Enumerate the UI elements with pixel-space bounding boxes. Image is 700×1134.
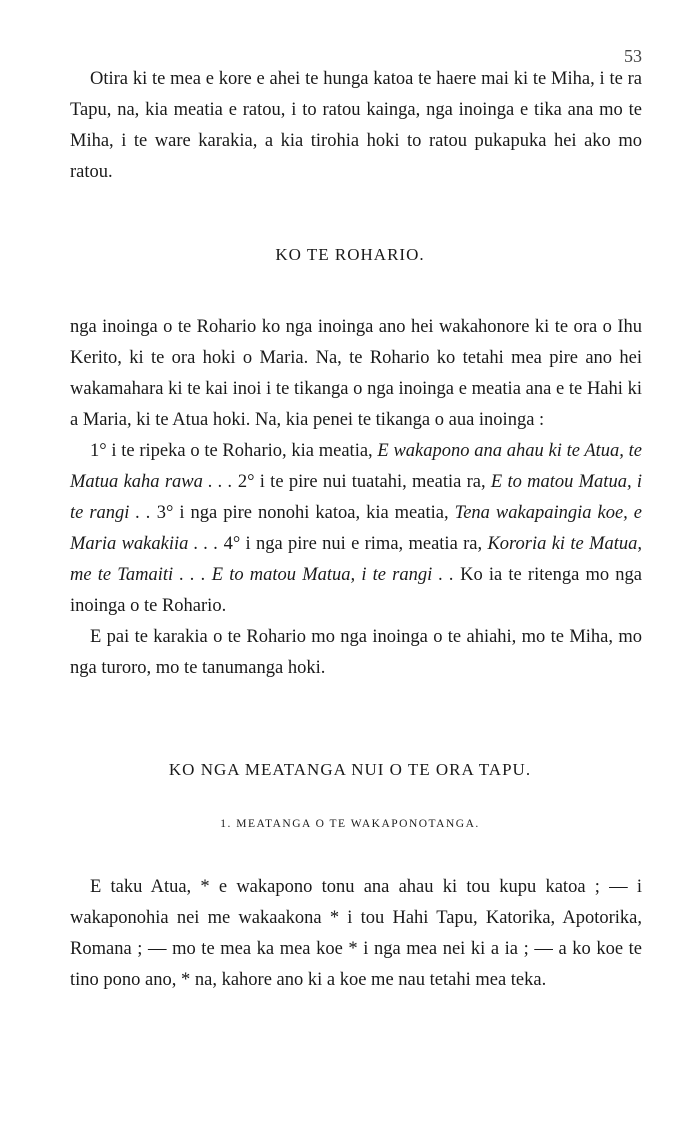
rohario-step-2: 2° i te pire nui tuatahi, meatia ra, <box>237 472 486 492</box>
page-number: 53 <box>624 46 642 66</box>
rohario-prayer-3: Tena wakapaingia koe, e Maria wakakiia . . . <box>70 503 643 554</box>
rohario-prayer-4: Kororia ki te Matua, me te Tamaiti . . . E to matou Matua, i te rangi . . <box>70 534 643 585</box>
rohario-paragraph-2 <box>70 436 642 622</box>
rohario-prayer-1: E wakapono ana ahau ki te Atua, te Matua kaha rawa . . . <box>70 441 643 492</box>
meatanga-heading: KO NGA MEATANGA NUI O TE ORA TAPU. <box>168 760 532 779</box>
rohario-paragraph-1: nga inoinga o te Rohario ko nga inoinga ano hei wakahonore ki te ora o Ihu Kerito, ki te ora hoki o Maria. Na, te Rohario ko tetahi mea pire ano hei wakamahara ki te kai inoi i te tikanga o nga inoinga e meatia ana e te Hahi ki a Maria, ki te Atua hoki. Na, kia penei te tikanga o aua inoinga : <box>70 317 642 430</box>
rohario-prayer-2: E to matou Matua, i te rangi . . <box>70 472 642 523</box>
creed-paragraph: E taku Atua, * e wakapono tonu ana ahau ki tou kupu katoa ; — i wakaponohia nei me wakaakona * i tou Hahi Tapu, Katorika, Apotorika, Romana ; — mo te mea ka mea koe * i nga mea nei ki a ia ; — a ko koe te tino pono ano, * na, kahore ano ki a koe me nau tetahi mea teka. <box>70 877 642 990</box>
rohario-heading: KO TE ROHARIO. <box>275 245 425 264</box>
intro-paragraph: Otira ki te mea e kore e ahei te hunga katoa te haere mai ki te Miha, i te ra Tapu, na, kia meatia e ratou, i to ratou kainga, nga inoinga e tika ana mo te Miha, i te ware karakia, a kia tirohia hoki to ratou pukapuka hei ako mo ratou. <box>70 69 642 182</box>
rohario-step-1: 1° i te ripeka o te Rohario, kia meatia, <box>90 441 373 461</box>
rohario-section <box>70 312 642 684</box>
rohario-step-3: 3° i nga pire nonohi katoa, kia meatia, <box>156 503 449 523</box>
rohario-paragraph-3: E pai te karakia o te Rohario mo nga inoinga o te ahiahi, mo te Miha, mo nga turoro, mo te tanumanga hoki. <box>70 627 642 678</box>
rohario-step-5: Ko ia te ritenga mo nga inoinga o te Rohario. <box>70 565 643 616</box>
rohario-step-4: 4° i nga pire nui e rima, meatia ra, <box>223 534 483 554</box>
meatanga-subheading: 1. MEATANGA O TE WAKAPONOTANGA. <box>220 818 480 830</box>
